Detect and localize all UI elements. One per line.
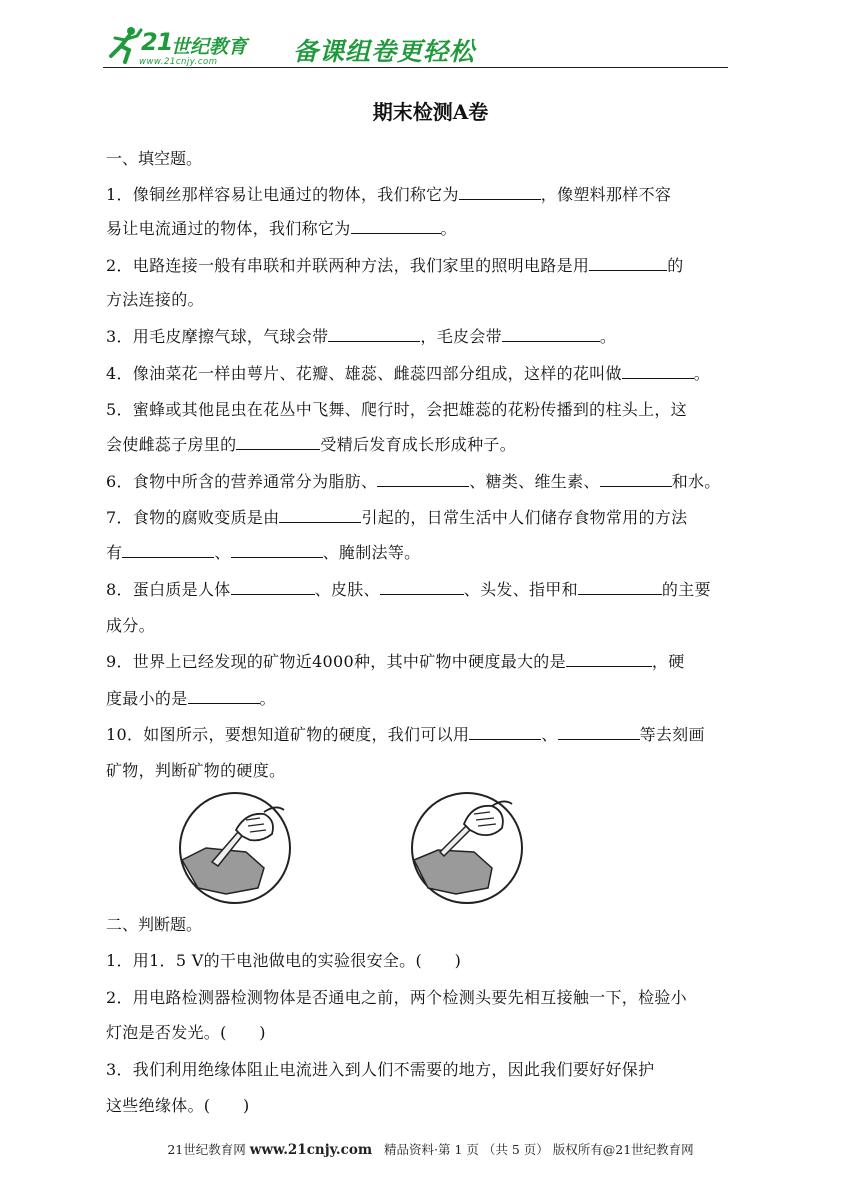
question-line: 成分。: [106, 616, 155, 635]
question-line: 1．像铜丝那样容易让电通过的物体，我们称它为 ，像塑料那样不容: [106, 185, 672, 204]
question-line: 2．电路连接一般有串联和并联两种方法，我们家里的照明电路是用 的: [106, 256, 684, 275]
answer-blank[interactable]: [558, 724, 640, 740]
footer-site-name: 21世纪教育网: [167, 1142, 246, 1157]
answer-blank[interactable]: [459, 184, 541, 200]
question-line: 10．如图所示，要想知道矿物的硬度，我们可以用 、 等去刻画: [106, 725, 705, 744]
question-line: 易让电流通过的物体，我们称它为 。: [106, 219, 457, 238]
question-line: 5．蜜蜂或其他昆虫在花丛中飞舞、爬行时，会把雄蕊的花粉传播到的柱头上，这: [106, 400, 687, 419]
answer-blank[interactable]: [566, 651, 652, 667]
mineral-scratch-knife-illustration: [176, 790, 294, 906]
question-line: 6．食物中所含的营养通常分为脂肪、 、糖类、维生素、 和水。: [106, 472, 721, 491]
answer-blank[interactable]: [589, 255, 667, 271]
question-line: 3．用毛皮摩擦气球，气球会带 ，毛皮会带 。: [106, 327, 617, 346]
answer-blank[interactable]: [600, 471, 672, 487]
answer-blank[interactable]: [236, 434, 320, 450]
running-man-logo-icon: [107, 26, 143, 64]
answer-blank[interactable]: [380, 579, 464, 595]
question-line: 3．我们利用绝缘体阻止电流进入到人们不需要的地方，因此我们要好好保护: [106, 1060, 655, 1079]
answer-blank[interactable]: [377, 471, 469, 487]
question-line: 1．用1．5 V的干电池做电的实验很安全。( ): [106, 951, 462, 970]
answer-blank[interactable]: [231, 542, 323, 558]
section-heading-fill-in: 一、填空题。: [106, 149, 203, 168]
question-line: 矿物，判断矿物的硬度。: [106, 761, 286, 780]
logo-text: 世纪教育: [171, 36, 248, 58]
logo-number: 21: [141, 28, 173, 56]
question-line: 灯泡是否发光。( ): [106, 1023, 266, 1042]
question-line: 2．用电路检测器检测物体是否通电之前，两个检测头要先相互接触一下，检验小: [106, 988, 687, 1007]
logo-url[interactable]: www.21cnjy.com: [139, 57, 218, 67]
question-line: 9．世界上已经发现的矿物近4000种，其中矿物中硬度最大的是 ，硬: [106, 652, 685, 671]
answer-blank[interactable]: [279, 507, 361, 523]
answer-blank[interactable]: [502, 326, 600, 342]
answer-blank[interactable]: [469, 724, 541, 740]
page-footer: [0, 1140, 861, 1158]
answer-blank[interactable]: [578, 579, 662, 595]
answer-blank[interactable]: [122, 542, 214, 558]
footer-page-info: 精品资料·第 1 页 （共 5 页） 版权所有@21世纪教育网: [384, 1142, 694, 1157]
answer-blank[interactable]: [351, 218, 441, 234]
question-line: 会使雌蕊子房里的 受精后发育成长形成种子。: [106, 435, 517, 454]
footer-url[interactable]: www.21cnjy.com: [249, 1142, 373, 1158]
answer-blank[interactable]: [188, 688, 260, 704]
question-line: 这些绝缘体。( ): [106, 1096, 250, 1115]
question-line: 7．食物的腐败变质是由 引起的，日常生活中人们储存食物常用的方法: [106, 508, 688, 527]
page-header: [103, 26, 728, 72]
question-line: 4．像油菜花一样由萼片、花瓣、雄蕊、雌蕊四部分组成，这样的花叫做 。: [106, 364, 711, 383]
page-title: 期末检测A卷: [372, 100, 489, 124]
question-line: 8．蛋白质是人体 、皮肤、 、头发、指甲和 的主要: [106, 580, 711, 599]
mineral-scratch-nail-illustration: [408, 790, 526, 906]
answer-blank[interactable]: [231, 579, 315, 595]
question-line: 度最小的是 。: [106, 689, 276, 708]
header-divider: [103, 67, 728, 68]
header-slogan: 备课组卷更轻松: [293, 37, 476, 66]
question-line: 方法连接的。: [106, 290, 204, 309]
answer-blank[interactable]: [622, 363, 694, 379]
question-line: 有 、 、腌制法等。: [106, 543, 421, 562]
answer-blank[interactable]: [328, 326, 420, 342]
section-heading-true-false: 二、判断题。: [106, 915, 203, 934]
